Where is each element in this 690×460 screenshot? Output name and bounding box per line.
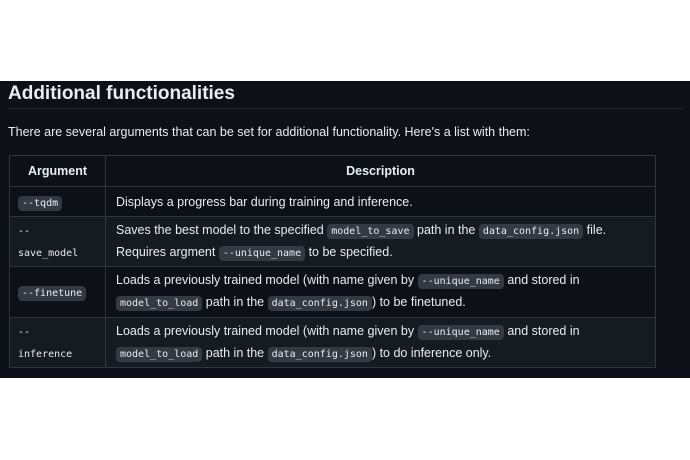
argument-code: --finetune [18,286,86,301]
description-text: ) to do inference only. [371,345,492,360]
inline-code: --unique_name [219,246,305,261]
table-row [10,187,656,217]
argument-code: --tqdm [18,196,62,211]
description-text: Saves the best model to the specified [116,222,328,237]
description-text: Requires argment [116,244,219,259]
table-row [10,318,656,368]
intro-paragraph: There are several arguments that can be set for additional functionality. Here's a list with them: [8,125,530,139]
table-row [10,267,656,318]
description-cell [106,187,656,217]
arguments-table [9,155,656,368]
section-heading: Additional functionalities [8,83,235,104]
inline-code: model_to_load [116,347,202,362]
description-text: Loads a previously trained model (with name given by [116,323,418,338]
inline-code: --unique_name [418,274,504,289]
markdown-panel [0,81,690,378]
inline-code: data_config.json [479,224,583,239]
description-text: path in the [413,222,479,237]
header-argument: Argument [10,156,106,187]
heading-divider [8,108,684,109]
description-text: ) to be finetuned. [371,295,466,309]
description-text: to be specified. [305,244,393,259]
description-text: path in the [202,295,268,309]
description-cell [106,318,656,368]
argument-cell [10,187,106,217]
argument-cell [10,318,106,368]
description-text: and stored in [503,273,580,287]
argument-cell [10,267,106,318]
inline-code: model_to_save [327,224,413,239]
inline-code: model_to_load [116,296,202,311]
argument-code-line1: -- [18,225,31,237]
inline-code: --unique_name [418,325,504,340]
description-text: file. [583,222,607,237]
description-text: and stored in [503,323,580,338]
description-text: path in the [202,345,268,360]
argument-code-line2: save_model [18,247,79,259]
header-description: Description [106,156,656,187]
description-cell [106,267,656,318]
description-cell [106,217,656,267]
argument-code-line2: inference [18,348,73,360]
argument-cell [10,217,106,267]
table-header-row [10,156,656,187]
argument-code-line1: -- [18,326,31,338]
description-text: Loads a previously trained model (with name given by [116,273,418,287]
inline-code: data_config.json [268,296,372,311]
inline-code: data_config.json [268,347,372,362]
description-text: Displays a progress bar during training and inference. [116,194,413,209]
table-row [10,217,656,267]
